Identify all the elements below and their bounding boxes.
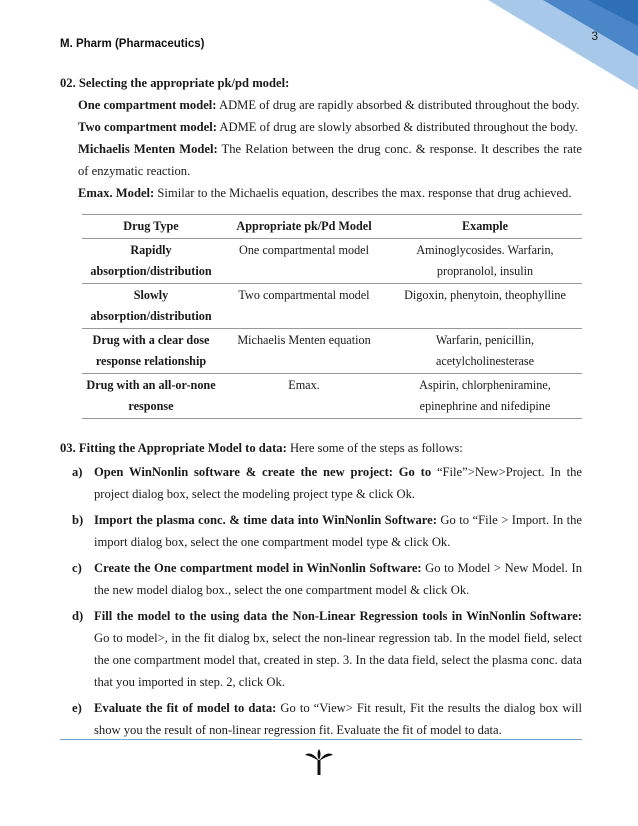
model-term: Emax. Model: xyxy=(78,186,155,200)
table-row xyxy=(82,239,582,284)
step-text: Go to Model > New Model. In the new model dialog box., select the one compartment model & click Ok. xyxy=(94,561,582,597)
section-3-title: 03. Fitting the Appropriate Model to data: xyxy=(60,441,287,455)
list-item xyxy=(60,697,582,741)
cell-drug-type: Drug with an all-or-none response xyxy=(82,374,220,419)
column-header-example: Example xyxy=(388,215,582,239)
step-title: Create the One compartment model in WinNonlin Software: xyxy=(94,561,422,575)
section-2-heading: 02. Selecting the appropriate pk/pd model: xyxy=(60,76,290,90)
step-label: d) xyxy=(72,609,84,623)
model-definition xyxy=(78,182,582,204)
table-header-row xyxy=(82,215,582,239)
model-term: One compartment model: xyxy=(78,98,217,112)
list-item xyxy=(60,557,582,601)
step-label: a) xyxy=(72,465,83,479)
footer-divider xyxy=(60,739,582,740)
model-desc: ADME of drug are rapidly absorbed & distributed throughout the body. xyxy=(216,98,580,112)
step-text: Go to “File > Import. In the import dialog box, select the one compartment model type & click Ok. xyxy=(94,513,583,549)
steps-list xyxy=(60,461,582,741)
step-title: Fill the model to the using data the Non-Linear Regression tools in WinNonlin Software: xyxy=(94,609,582,623)
step-title: Open WinNonlin software & create the new project: Go to xyxy=(94,465,432,479)
cell-model: Emax. xyxy=(220,374,388,419)
cell-drug-type: Slowly absorption/distribution xyxy=(82,284,220,329)
step-text: “File”>New>Project. In the project dialog box, select the modeling project type & click Ok. xyxy=(94,465,583,501)
page-content xyxy=(60,66,582,745)
table-row xyxy=(82,284,582,329)
cell-example: Warfarin, penicillin, acetylcholinesterase xyxy=(388,329,582,374)
cell-model: One compartmental model xyxy=(220,239,388,284)
section-3-intro: Here some of the steps as follows: xyxy=(286,441,463,455)
list-item xyxy=(60,509,582,553)
model-term: Two compartment model: xyxy=(78,120,217,134)
step-text: Go to “View> Fit result, Fit the results the dialog box will show you the result of non-linear regression fit. Evaluate the fit of model to data. xyxy=(94,701,582,737)
model-term: Michaelis Menten Model: xyxy=(78,142,218,156)
step-title: Evaluate the fit of model to data: xyxy=(94,701,277,715)
step-label: e) xyxy=(72,701,82,715)
model-desc: ADME of drug are slowly absorbed & distributed throughout the body. xyxy=(216,120,578,134)
list-item xyxy=(60,461,582,505)
step-label: c) xyxy=(72,561,82,575)
cell-model: Michaelis Menten equation xyxy=(220,329,388,374)
step-text: Go to model>, in the fit dialog bx, select the non-linear regression tab. In the model field, select the one compartment model that, created in step. 3. In the data field, select the plasma conc. data that you imported in step. 2, click Ok. xyxy=(94,631,582,689)
section-3-heading xyxy=(60,437,582,459)
step-label: b) xyxy=(72,513,84,527)
column-header-model: Appropriate pk/Pd Model xyxy=(220,215,388,239)
cell-example: Aspirin, chlorpheniramine, epinephrine and nifedipine xyxy=(388,374,582,419)
step-title: Import the plasma conc. & time data into WinNonlin Software: xyxy=(94,513,437,527)
column-header-drug-type: Drug Type xyxy=(82,215,220,239)
model-definition xyxy=(78,116,582,138)
plant-logo-icon xyxy=(304,748,334,776)
model-desc: The Relation between the drug conc. & response. It describes the rate of enzymatic reaction. xyxy=(78,142,582,178)
model-definition xyxy=(78,94,582,116)
cell-drug-type: Rapidly absorption/distribution xyxy=(82,239,220,284)
cell-model: Two compartmental model xyxy=(220,284,388,329)
model-table xyxy=(82,214,582,419)
table-row xyxy=(82,329,582,374)
cell-drug-type: Drug with a clear dose response relationship xyxy=(82,329,220,374)
table-row xyxy=(82,374,582,419)
cell-example: Aminoglycosides. Warfarin, propranolol, insulin xyxy=(388,239,582,284)
list-item xyxy=(60,605,582,693)
page-number: 3 xyxy=(591,29,598,43)
document-header: M. Pharm (Pharmaceutics) xyxy=(60,38,205,50)
model-definition xyxy=(78,138,582,182)
model-desc: Similar to the Michaelis equation, describes the max. response that drug achieved. xyxy=(154,186,572,200)
cell-example: Digoxin, phenytoin, theophylline xyxy=(388,284,582,329)
